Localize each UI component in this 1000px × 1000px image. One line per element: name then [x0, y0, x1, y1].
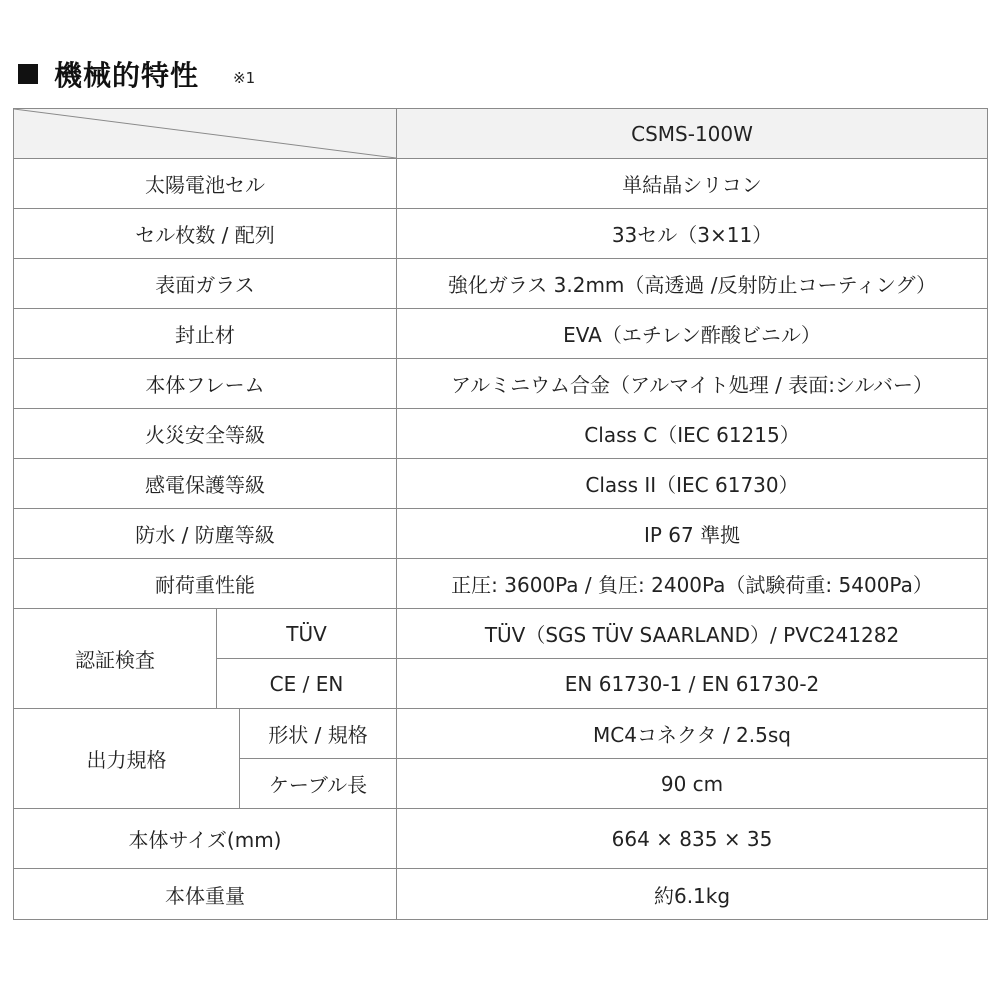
table-row [14, 509, 988, 559]
square-bullet-icon [18, 64, 38, 84]
row-label: 火災安全等級 [14, 409, 397, 459]
table-header-row [14, 109, 988, 159]
section-heading [18, 52, 255, 96]
row-value: MC4コネクタ / 2.5sq [397, 709, 988, 759]
row-value: 単結晶シリコン [397, 159, 988, 209]
table-row [14, 209, 988, 259]
row-value: 90 cm [397, 759, 988, 809]
row-value: EN 61730-1 / EN 61730-2 [397, 659, 988, 709]
row-label: セル枚数 / 配列 [14, 209, 397, 259]
sub-label: CE / EN [217, 659, 397, 709]
row-value: Class C（IEC 61215） [397, 409, 988, 459]
table-row [14, 609, 988, 659]
sub-label: ケーブル長 [240, 759, 397, 809]
row-label: 本体サイズ(mm) [14, 809, 397, 869]
row-value: Class II（IEC 61730） [397, 459, 988, 509]
row-label: 表面ガラス [14, 259, 397, 309]
row-label: 太陽電池セル [14, 159, 397, 209]
table-row [14, 459, 988, 509]
row-value: 33セル（3×11） [397, 209, 988, 259]
spec-table [13, 108, 988, 920]
table-row [14, 709, 988, 759]
table-row [14, 809, 988, 869]
table-row [14, 869, 988, 920]
row-value: EVA（エチレン酢酸ビニル） [397, 309, 988, 359]
row-value: 正圧: 3600Pa / 負圧: 2400Pa（試験荷重: 5400Pa） [397, 559, 988, 609]
section-title: 機械的特性 [54, 59, 200, 92]
table-row [14, 309, 988, 359]
row-value: 664 × 835 × 35 [397, 809, 988, 869]
corner-cell [14, 109, 397, 159]
row-label: 耐荷重性能 [14, 559, 397, 609]
row-value: アルミニウム合金（アルマイト処理 / 表面:シルバー） [397, 359, 988, 409]
row-label: 本体重量 [14, 869, 397, 920]
row-value: 約6.1kg [397, 869, 988, 920]
row-value: TÜV（SGS TÜV SAARLAND）/ PVC241282 [397, 609, 988, 659]
row-label: 防水 / 防塵等級 [14, 509, 397, 559]
output-label: 出力規格 [14, 709, 240, 809]
table-row [14, 159, 988, 209]
footnote-mark: ※1 [233, 69, 256, 87]
row-label: 封止材 [14, 309, 397, 359]
sub-label: 形状 / 規格 [240, 709, 397, 759]
certification-label: 認証検査 [14, 609, 217, 709]
table-row [14, 359, 988, 409]
model-name: CSMS-100W [397, 109, 988, 159]
row-label: 本体フレーム [14, 359, 397, 409]
table-row [14, 559, 988, 609]
table-row [14, 409, 988, 459]
sub-label: TÜV [217, 609, 397, 659]
diagonal-line-icon [14, 109, 396, 158]
row-value: IP 67 準拠 [397, 509, 988, 559]
table-row [14, 259, 988, 309]
row-label: 感電保護等級 [14, 459, 397, 509]
row-value: 強化ガラス 3.2mm（高透過 /反射防止コーティング） [397, 259, 988, 309]
